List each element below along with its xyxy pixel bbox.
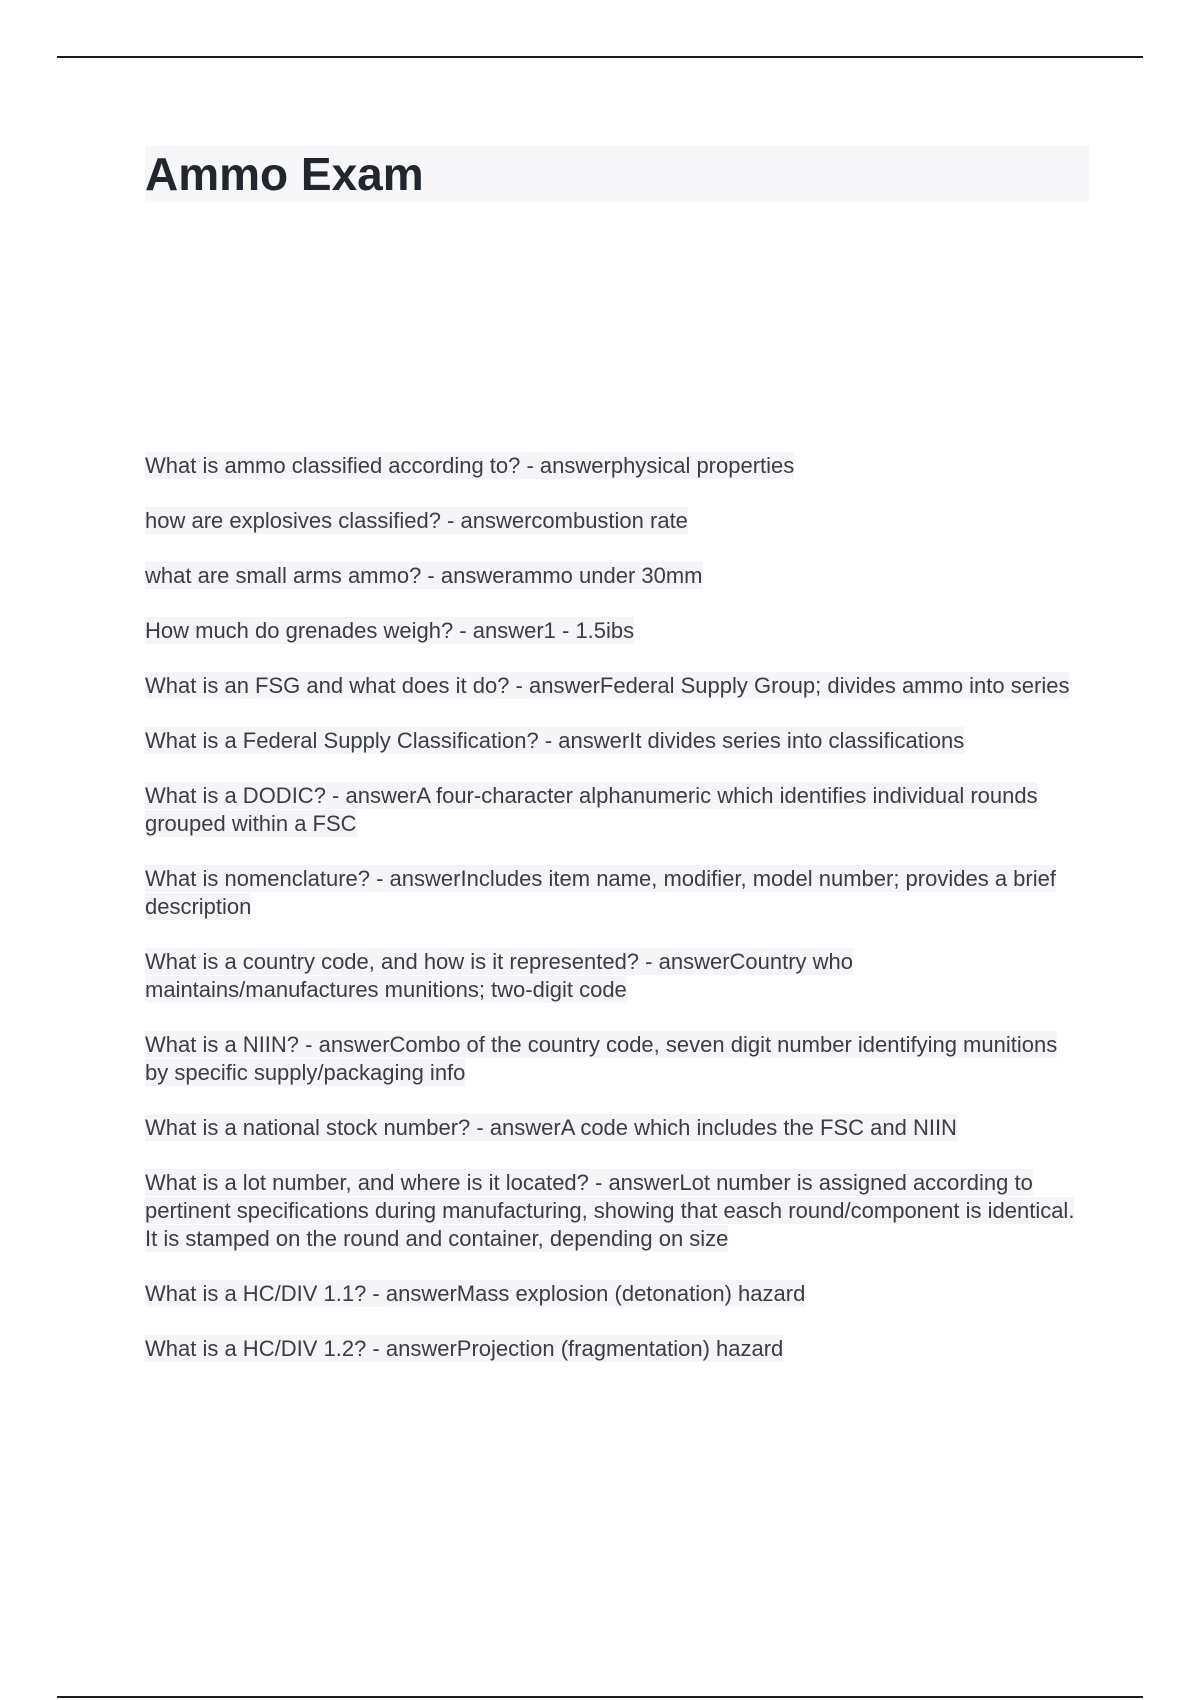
page-title: Ammo Exam: [145, 148, 424, 200]
qa-item: [145, 1169, 1085, 1253]
qa-text: What is a DODIC? - answerA four-character alphanumeric which identifies individual rounds grouped within a FSC: [145, 783, 1038, 836]
qa-text: what are small arms ammo? - answerammo under 30mm: [145, 563, 703, 588]
qa-text: What is a NIIN? - answerCombo of the country code, seven digit number identifying munitions by specific supply/packaging info: [145, 1032, 1058, 1085]
qa-item: [145, 782, 1085, 838]
qa-item: [145, 507, 1085, 535]
qa-item: [145, 1031, 1085, 1087]
qa-item: [145, 948, 1085, 1004]
qa-item: [145, 1114, 1085, 1142]
qa-text: What is a national stock number? - answerA code which includes the FSC and NIIN: [145, 1115, 957, 1140]
qa-text: What is a HC/DIV 1.2? - answerProjection (fragmentation) hazard: [145, 1336, 784, 1361]
qa-item: [145, 672, 1085, 700]
qa-text: What is a country code, and how is it represented? - answerCountry who maintains/manufactures munitions; two-digit code: [145, 949, 854, 1002]
qa-item: [145, 1280, 1085, 1308]
qa-item: [145, 865, 1085, 921]
qa-list: [145, 452, 1085, 1390]
bottom-rule: [57, 1696, 1143, 1698]
qa-text: What is a Federal Supply Classification? - answerIt divides series into classifications: [145, 728, 965, 753]
qa-item: [145, 1335, 1085, 1363]
qa-item: [145, 452, 1085, 480]
qa-item: [145, 727, 1085, 755]
qa-text: What is a HC/DIV 1.1? - answerMass explosion (detonation) hazard: [145, 1281, 806, 1306]
top-rule: [57, 56, 1143, 58]
qa-text: What is ammo classified according to? - answerphysical properties: [145, 453, 795, 478]
qa-item: [145, 617, 1085, 645]
qa-text: How much do grenades weigh? - answer1 - 1.5ibs: [145, 618, 635, 643]
qa-item: [145, 562, 1085, 590]
qa-text: how are explosives classified? - answercombustion rate: [145, 508, 688, 533]
qa-text: What is a lot number, and where is it located? - answerLot number is assigned according to pertinent specifications during manufacturing, showing that easch round/component is identical. It is stamped on the round and container, depending on size: [145, 1170, 1075, 1251]
qa-text: What is nomenclature? - answerIncludes item name, modifier, model number; provides a brief description: [145, 866, 1056, 919]
qa-text: What is an FSG and what does it do? - answerFederal Supply Group; divides ammo into series: [145, 673, 1070, 698]
